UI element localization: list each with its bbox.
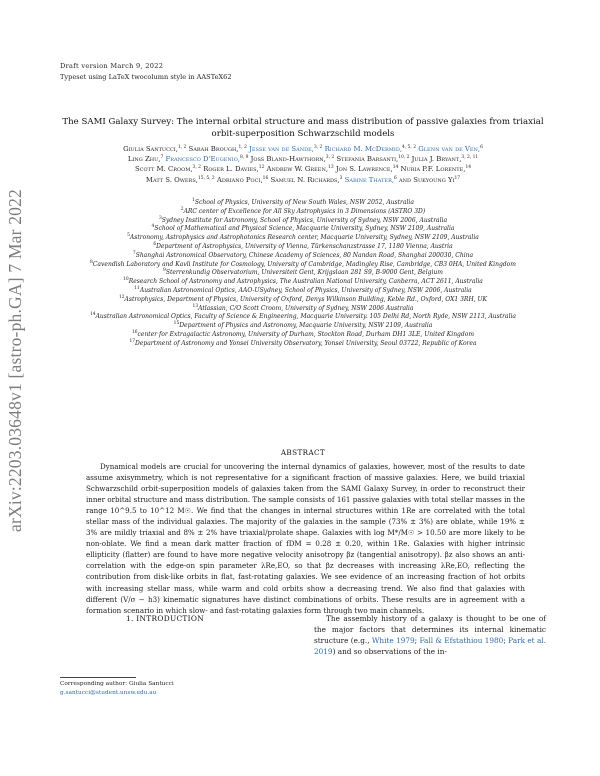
- affiliation-number: 2: [180, 206, 184, 212]
- affiliation-text: Department of Astronomy and Yonsei University Observatory, Yonsei University, Seoul 03722, Republic of Korea: [135, 339, 477, 347]
- affiliation-item: [50, 287, 556, 296]
- author-line: [50, 164, 556, 174]
- affiliation-number: 9: [163, 268, 166, 274]
- arxiv-identifier: arXiv:2203.03648v1 [astro-ph.GA] 7 Mar 2022: [4, 188, 25, 532]
- affiliation-number: 13: [192, 303, 199, 309]
- introduction-paragraph: [314, 613, 546, 657]
- affiliation-item: [50, 340, 556, 349]
- author-affiliation-marker: 1, 2: [177, 145, 187, 150]
- introduction-heading: 1. INTRODUCTION: [125, 614, 205, 623]
- author-affiliation-marker: 16: [262, 175, 269, 181]
- typeset-note: Typeset using LaTeX twocolumn style in AASTeX62: [60, 73, 232, 81]
- author-list: [50, 144, 556, 185]
- affiliation-text: Astronomy, Astrophysics and Astrophotonics Research center, Macquarie University, Sydney, NSW 2109, Australia: [129, 234, 479, 242]
- affiliation-text: Department of Physics and Astronomy, Macquarie University, NSW 2109, Australia: [179, 322, 433, 330]
- affiliation-number: 5: [127, 233, 130, 239]
- author-affiliation-marker: 17: [454, 175, 461, 181]
- corresponding-email-link[interactable]: g.santucci@student.unsw.edu.au: [60, 690, 157, 696]
- author-name-link[interactable]: Francesco D'Eugenio,: [165, 155, 240, 164]
- affiliation-text: Sydney Institute for Astronomy, School of Physics, University of Sydney, NSW 2006, Australia: [161, 216, 448, 224]
- author-affiliation-marker: 3, 2: [192, 165, 201, 171]
- author-name: Sarah Brough,: [188, 145, 239, 153]
- author-line: [50, 154, 556, 164]
- author-affiliation-marker: 3: [339, 175, 343, 181]
- affiliation-text: Australian Astronomical Optics, Faculty of Science & Engineering, Macquarie University. 105 Delhi Rd, North Ryde, NSW 2113, Australia: [95, 313, 517, 321]
- author-affiliation-marker: 3, 2: [325, 155, 335, 161]
- author-name: Jon S. Lawrence,: [335, 165, 393, 174]
- affiliation-number: 1: [192, 198, 195, 203]
- affiliation-text: School of Mathematical and Physical Science, Macquarie University, Sydney, NSW 2109, Australia: [154, 225, 455, 233]
- affiliation-text: Research School of Astronomy and Astrophysics, The Australian National University, Canberra, ACT 2611, Australia: [128, 278, 483, 286]
- author-name-link[interactable]: Glenn van de Ven,: [418, 145, 481, 153]
- affiliation-text: Atlassian, C/O Scott Croom, University of Sydney, NSW 2006 Australia: [198, 304, 414, 312]
- affiliation-number: 7: [132, 250, 136, 256]
- author-affiliation-marker: 8, 9: [240, 155, 249, 161]
- author-name: Ling Zhu,: [127, 155, 161, 164]
- affiliation-number: 4: [151, 224, 155, 230]
- author-name: Julia J. Bryant,: [411, 155, 462, 164]
- draft-version: Draft version March 9, 2022: [60, 62, 164, 70]
- affiliation-item: [50, 278, 556, 287]
- affiliation-text: Astrophysics, Department of Physics, University of Oxford, Denys Wilkinson Building, Keble Rd., Oxford, OX1 3RH, UK: [124, 295, 488, 303]
- author-name: Matt S. Owers,: [145, 175, 198, 184]
- affiliation-number: 14: [89, 312, 96, 318]
- affiliation-text: Sterrenkundig Observatorium, Universiteit Gent, Krijgslaan 281 S9, B-9000 Gent, Belgium: [165, 269, 443, 277]
- author-name: Adriano Poci,: [216, 175, 263, 184]
- intro-text: ) and so observations of the in-: [332, 647, 447, 657]
- author-affiliation-marker: 3, 2, 11: [461, 155, 479, 161]
- abstract-body: Dynamical models are crucial for uncovering the internal dynamics of galaxies, however, most of the results to date assume axisymmetry, which is not representative for a significant fraction of massive galaxies. Here, we build triaxial Schwarzschild orbit-superposition models of galaxies taken from the SAMI Galaxy Survey, in order to reconstruct their inner orbital structure and mass distribution. The sample consists of 161 passive galaxies with total stellar masses in the range 10^9.5 to 10^12 M☉. We find that the changes in internal structures within 1Re are correlated with the total stellar mass of the individual galaxies. The majority of the galaxies in the sample (73% ± 3%) are oblate, while 19% ± 3% are mildly triaxial and 8% ± 2% have triaxial/prolate shape. Galaxies with log M*/M☉ > 10.50 are more likely to be non-oblate. We find a mean dark matter fraction of fDM = 0.28 ± 0.20, within 1Re. Galaxies with higher intrinsic ellipticity (flatter) are found to have more negative velocity anisotropy βz (tangential anisotropy). βz also shows an anti-correlation with the edge-on spin parameter λRe,EO, so that βz decreases with increasing λRe,EO, reflecting the contribution from disk-like orbits in flat, fast-rotating galaxies. We see evidence of an increasing fraction of hot orbits with increasing stellar mass, while warm and cold orbits show a decreasing trend. We also find that galaxies with different (V/σ − h3) kinematic signatures have distinct combinations of orbits. These results are in agreement with a formation scenario in which slow- and fast-rotating galaxies form through two main channels.: [86, 462, 525, 615]
- arxiv-identifier-sidebar: [0, 120, 30, 600]
- affiliation-number: 15: [173, 321, 180, 327]
- affiliation-item: [50, 234, 556, 243]
- author-name: Stefania Barsanti,: [336, 155, 399, 164]
- affiliation-number: 10: [123, 277, 129, 283]
- author-affiliation-marker: 6: [480, 145, 483, 150]
- affiliation-item: [50, 243, 556, 252]
- author-affiliation-marker: 12: [258, 165, 265, 171]
- affiliation-item: [50, 199, 556, 208]
- affiliation-list: [50, 199, 556, 349]
- affiliation-item: [50, 331, 556, 340]
- author-name: Samuel N. Richards,: [270, 175, 340, 184]
- affiliation-text: Department of Astrophysics, University of Vienna, Türkenschanzstrasse 17, 1180 Vienna, Austria: [156, 242, 453, 250]
- affiliation-text: Cavendish Laboratory and Kavli Institute for Cosmology, University of Cambridge, Madingley Rise, Cambridge, CB3 0HA, United Kingdom: [92, 260, 516, 268]
- affiliation-item: [50, 296, 556, 305]
- author-affiliation-marker: 3, 2: [313, 145, 323, 150]
- affiliation-item: [50, 208, 556, 217]
- affiliation-text: Australian Astronomical Optics, AAO-USydney, School of Physics, University of Sydney, NSW 2006, Australia: [139, 286, 472, 294]
- affiliation-text: ARC center of Excellence for All Sky Astrophysics in 3 Dimensions (ASTRO 3D): [183, 207, 426, 215]
- author-name: and Sukyoung Yi: [399, 175, 455, 184]
- author-line: [50, 175, 556, 185]
- citation-link[interactable]: Fall & Efstathiou 1980: [419, 636, 504, 646]
- affiliation-text: Shanghai Astronomical Observatory, Chinese Academy of Sciences, 80 Nandan Road, Shanghai 200030, China: [135, 251, 474, 259]
- author-affiliation-marker: 4, 5, 2: [402, 145, 417, 150]
- author-affiliation-marker: 7: [160, 155, 164, 161]
- affiliation-item: [50, 225, 556, 234]
- author-affiliation-marker: 10, 2: [398, 155, 410, 161]
- author-name: Scott M. Croom,: [134, 165, 193, 174]
- author-name: Joss Bland-Hawthorn,: [250, 155, 326, 164]
- author-affiliation-marker: 6: [394, 175, 397, 181]
- footnote-divider: [60, 677, 136, 678]
- author-line: [50, 144, 556, 154]
- abstract-heading: ABSTRACT: [280, 448, 326, 457]
- author-name: Andrew W. Green,: [266, 165, 329, 174]
- affiliation-number: 11: [134, 285, 140, 291]
- affiliation-item: [50, 322, 556, 331]
- author-affiliation-marker: 14: [392, 165, 399, 171]
- paper-title: The SAMI Galaxy Survey: The internal orbital structure and mass distribution of passive galaxies from triaxial orbit-superposition Schwarzschild models: [62, 117, 544, 139]
- author-name-link[interactable]: Sabine Thater,: [344, 175, 395, 184]
- affiliation-text: School of Physics, University of New South Wales, NSW 2052, Australia: [194, 199, 414, 206]
- corresponding-author: Corresponding author: Giulia Santucci: [60, 681, 174, 687]
- affiliation-number: 17: [129, 338, 136, 344]
- citation-link[interactable]: White 1979: [371, 636, 415, 646]
- author-name-link[interactable]: Jesse van de Sande,: [249, 145, 314, 153]
- affiliation-number: 12: [118, 294, 125, 300]
- author-name: Giulia Santucci,: [123, 145, 178, 153]
- affiliation-item: [50, 313, 556, 322]
- author-name-link[interactable]: Richard M. McDermid,: [324, 145, 403, 153]
- affiliation-number: 8: [90, 259, 93, 265]
- author-name: Nuria P.F. Lorente,: [400, 165, 466, 174]
- author-affiliation-marker: 1, 2: [238, 145, 247, 150]
- citation-link[interactable]: Park et al. 2019: [314, 636, 546, 657]
- citation-separator: ;: [414, 636, 420, 646]
- citation-separator: ;: [503, 636, 509, 646]
- intro-text: The assembly history of a galaxy is thought to be one of the major factors that determines its internal kinematic structure (e.g.,: [314, 614, 546, 646]
- affiliation-text: center for Extragalactic Astronomy, University of Durham, Stockton Road, Durham DH1 3LE, United Kingdom: [137, 330, 475, 338]
- affiliation-number: 3: [158, 215, 162, 221]
- author-affiliation-marker: 13: [328, 165, 334, 171]
- affiliation-item: [50, 252, 556, 261]
- affiliation-number: 6: [153, 241, 157, 247]
- affiliation-number: 16: [131, 329, 138, 335]
- author-affiliation-marker: 14: [465, 165, 472, 171]
- author-name: Roger L. Davies,: [203, 165, 259, 174]
- author-affiliation-marker: 15, 5, 2: [197, 175, 215, 181]
